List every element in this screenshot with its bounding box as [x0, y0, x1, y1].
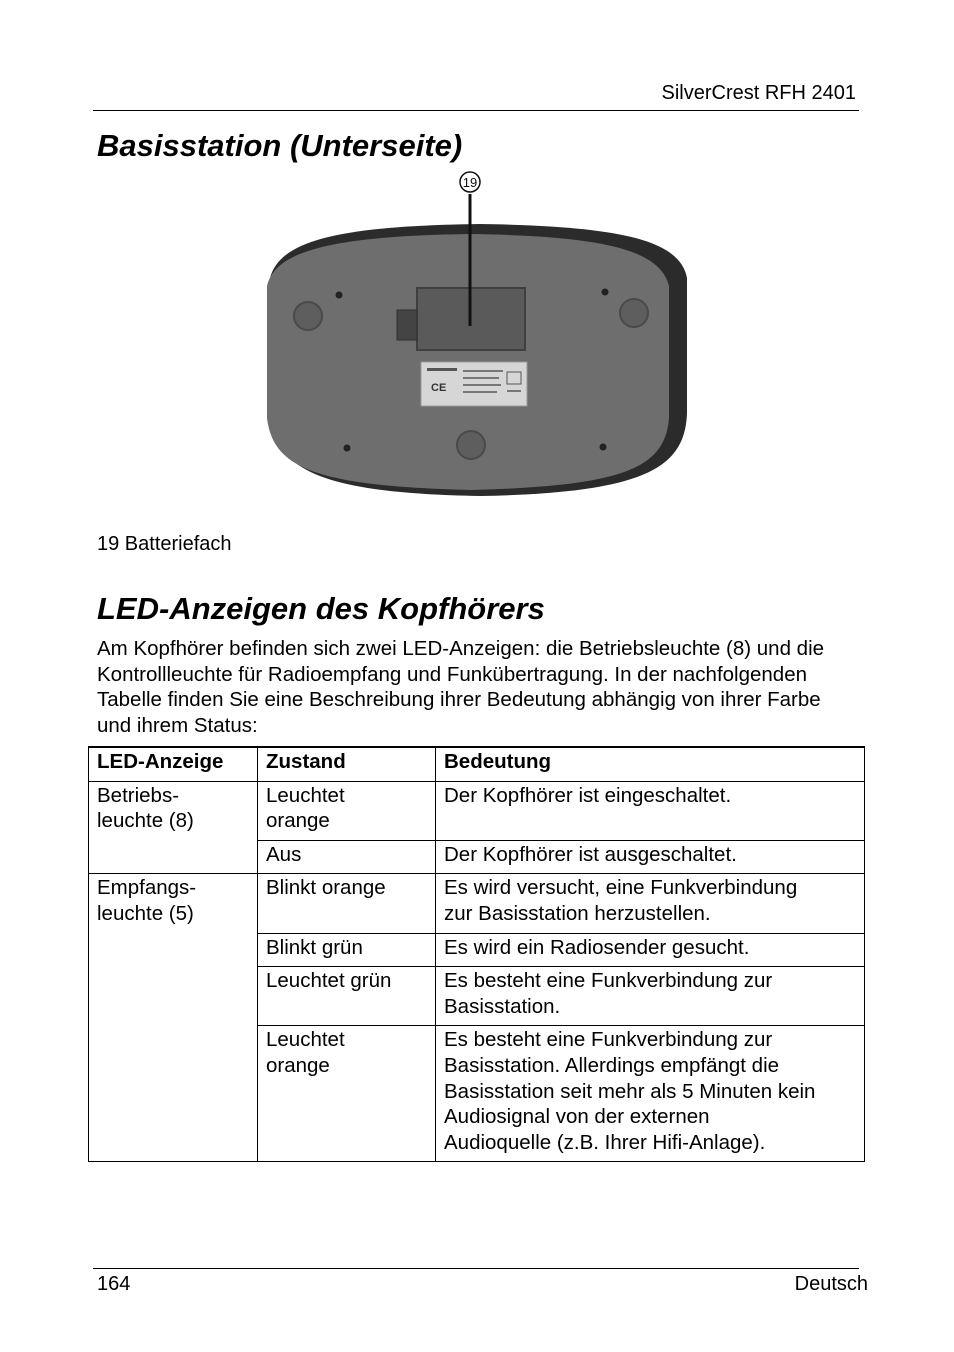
- led-cell: Empfangs- leuchte (5): [89, 874, 258, 1162]
- header-state: Zustand: [258, 747, 436, 781]
- header-rule: [93, 110, 859, 111]
- state-cell: Leuchtet grün: [258, 967, 436, 1026]
- table-row: [89, 874, 865, 933]
- led-table: [88, 746, 865, 1162]
- footer-rule: [93, 1268, 859, 1269]
- battery-compartment: [397, 288, 525, 350]
- meaning-cell: Es wird ein Radiosender gesucht.: [436, 933, 865, 967]
- rating-label: [421, 362, 527, 406]
- table-header-row: [89, 747, 865, 781]
- callout-number: 19: [462, 175, 478, 190]
- meaning-cell: Es wird versucht, eine Funkverbindung zur Basisstation herzustellen.: [436, 874, 865, 933]
- intro-text: Am Kopfhörer befinden sich zwei LED-Anzeigen: die Betriebsleuchte (8) und die Kontrollleuchte für Radioempfang und Funkübertragung. In der nachfolgenden Tabelle finden Sie eine Beschreibung ihrer Bedeutung abhängig von ihrer Farbe und ihrem Status:: [97, 637, 825, 737]
- table-row: [89, 781, 865, 840]
- section-title-led: LED-Anzeigen des Kopfhörers: [97, 591, 545, 626]
- page-number: 164: [97, 1273, 131, 1295]
- state-cell: Blinkt orange: [258, 874, 436, 933]
- state-cell: Blinkt grün: [258, 933, 436, 967]
- footer-language: Deutsch: [794, 1273, 868, 1295]
- section-title-base-station: Basisstation (Unterseite): [97, 128, 463, 163]
- header-product-name: SilverCrest RFH 2401: [661, 82, 856, 104]
- state-cell: Leuchtet orange: [258, 781, 436, 840]
- state-cell: Aus: [258, 840, 436, 874]
- led-cell: Betriebs- leuchte (8): [89, 781, 258, 874]
- meaning-cell: Der Kopfhörer ist eingeschaltet.: [436, 781, 865, 840]
- state-cell: Leuchtet orange: [258, 1026, 436, 1162]
- meaning-cell: Der Kopfhörer ist ausgeschaltet.: [436, 840, 865, 874]
- svg-text:CE: CE: [431, 382, 447, 394]
- figure-caption: 19 Batteriefach: [97, 533, 232, 555]
- header-meaning: Bedeutung: [436, 747, 865, 781]
- header-led: LED-Anzeige: [89, 747, 258, 781]
- base-station-bottom-illustration: [255, 168, 705, 508]
- meaning-cell: Es besteht eine Funkverbindung zur Basisstation.: [436, 967, 865, 1026]
- meaning-cell: Es besteht eine Funkverbindung zur Basisstation. Allerdings empfängt die Basisstation seit mehr als 5 Minuten kein Audiosignal von der externen Audioquelle (z.B. Ihrer Hifi-Anlage).: [436, 1026, 865, 1162]
- intro-paragraph: [97, 636, 857, 738]
